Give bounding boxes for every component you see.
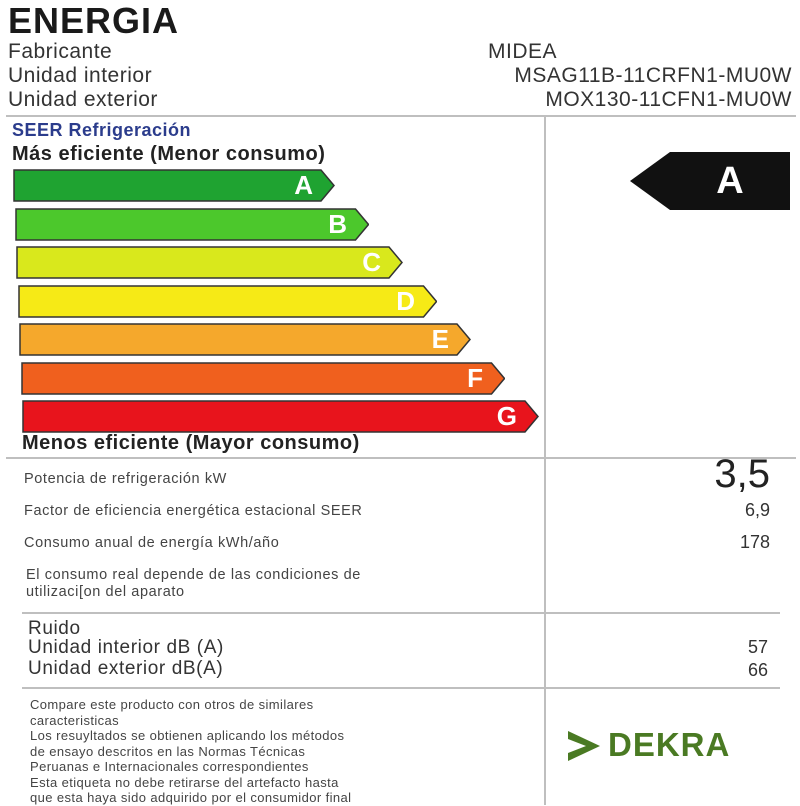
divider-scale bbox=[6, 457, 796, 459]
seer-section-title: SEER Refrigeración bbox=[12, 120, 192, 140]
divider-noise bbox=[22, 687, 780, 689]
spec-annual-consumption-value: 178 bbox=[739, 532, 770, 552]
efficiency-bar-a bbox=[13, 169, 335, 202]
dekra-logo-text: DEKRA bbox=[608, 726, 731, 763]
noise-outdoor-value: 66 bbox=[747, 660, 768, 680]
divider-vertical bbox=[544, 115, 546, 805]
most-efficient-label: Más eficiente (Menor consumo) bbox=[12, 143, 326, 165]
outdoor-unit-value: MOX130-11CFN1-MU0W bbox=[545, 88, 792, 111]
spec-cooling-power-value: 3,5 bbox=[714, 452, 770, 496]
manufacturer-value: MIDEA bbox=[488, 40, 558, 63]
dekra-logo bbox=[566, 726, 786, 766]
noise-indoor-label: Unidad interior dB (A) bbox=[28, 637, 224, 658]
efficiency-bar-e bbox=[19, 323, 471, 356]
efficiency-bar-d bbox=[18, 285, 438, 318]
indoor-unit-label: Unidad interior bbox=[8, 64, 153, 87]
efficiency-bar-letter: E bbox=[431, 324, 449, 354]
outdoor-unit-label: Unidad exterior bbox=[8, 88, 158, 111]
efficiency-bar-letter: D bbox=[396, 285, 415, 316]
footer-note: Compare este producto con otros de similares caracteristicas Los resuyltados se obtienen aplicando los métodos de ensayo descritos en las Normas Técnicas Peruanas e Internacionales correspondientes Esta etiqueta no debe retirarse del artefacto hasta que esta haya sido adquirido por el consumidor final bbox=[30, 697, 352, 805]
efficiency-bar-letter: A bbox=[294, 170, 313, 200]
indoor-unit-value: MSAG11B-11CRFN1-MU0W bbox=[514, 64, 792, 87]
divider-header bbox=[6, 115, 796, 117]
efficiency-bar-b bbox=[15, 208, 370, 241]
noise-outdoor-label: Unidad exterior dB(A) bbox=[28, 658, 224, 679]
efficiency-bar-letter: F bbox=[467, 362, 483, 393]
rating-indicator bbox=[630, 152, 790, 210]
rating-letter: A bbox=[716, 160, 744, 202]
least-efficient-label: Menos eficiente (Mayor consumo) bbox=[22, 432, 360, 454]
divider-specs bbox=[22, 612, 780, 614]
efficiency-bar-letter: B bbox=[328, 208, 347, 239]
consumption-note: El consumo real depende de las condiciones de utilizaci[on del aparato bbox=[26, 567, 361, 600]
spec-seer-value: 6,9 bbox=[744, 500, 770, 520]
efficiency-bar-f bbox=[21, 362, 506, 395]
efficiency-bar-letter: C bbox=[362, 247, 381, 277]
efficiency-bar-g bbox=[22, 400, 539, 433]
noise-title: Ruido bbox=[28, 618, 81, 639]
manufacturer-label: Fabricante bbox=[8, 40, 113, 63]
noise-indoor-value: 57 bbox=[747, 637, 768, 657]
spec-seer-label: Factor de eficiencia energética estacional SEER bbox=[24, 503, 363, 519]
spec-annual-consumption-label: Consumo anual de energía kWh/año bbox=[24, 535, 280, 551]
efficiency-bar-letter: G bbox=[496, 401, 517, 431]
efficiency-bar-c bbox=[16, 246, 403, 279]
label-title: ENERGIA bbox=[8, 0, 180, 41]
dekra-logo-icon bbox=[566, 729, 602, 763]
spec-cooling-power-label: Potencia de refrigeración kW bbox=[24, 471, 227, 487]
